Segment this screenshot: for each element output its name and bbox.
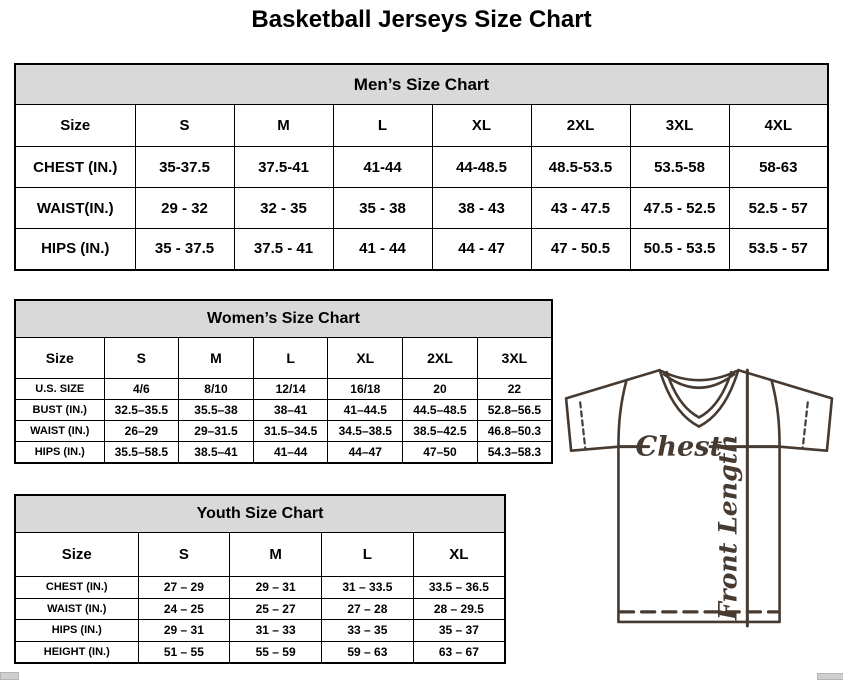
- mens-cell: 47.5 - 52.5: [630, 188, 729, 229]
- table-row: [15, 379, 552, 400]
- youth-cell: 29 – 31: [138, 620, 230, 642]
- table-row: [15, 620, 505, 642]
- jersey-right-sleeve-dash: [803, 402, 808, 447]
- page-title: Basketball Jerseys Size Chart: [251, 6, 592, 33]
- youth-cell: 25 – 27: [230, 598, 322, 620]
- mens-cell: 47 - 50.5: [531, 229, 630, 270]
- youth-column-header: Size: [15, 533, 138, 577]
- mens-cell: 52.5 - 57: [729, 188, 828, 229]
- womens-cell: 34.5–38.5: [328, 421, 403, 442]
- youth-table-title: Youth Size Chart: [15, 495, 505, 533]
- mens-column-header: S: [135, 105, 234, 147]
- mens-cell: 41 - 44: [333, 229, 432, 270]
- youth-cell: 28 – 29.5: [413, 598, 505, 620]
- womens-cell: 44.5–48.5: [403, 400, 478, 421]
- womens-cell: 4/6: [104, 379, 179, 400]
- womens-cell: 38.5–42.5: [403, 421, 478, 442]
- mens-cell: 35 - 38: [333, 188, 432, 229]
- mens-cell: 50.5 - 53.5: [630, 229, 729, 270]
- table-row: [15, 229, 828, 270]
- mens-cell: 37.5-41: [234, 147, 333, 188]
- womens-cell: 38.5–41: [179, 442, 254, 463]
- womens-cell: 44–47: [328, 442, 403, 463]
- youth-cell: 27 – 28: [322, 598, 414, 620]
- mens-column-header: Size: [15, 105, 135, 147]
- womens-row-label: WAIST (IN.): [15, 421, 104, 442]
- mens-cell: 41-44: [333, 147, 432, 188]
- mens-cell: 53.5 - 57: [729, 229, 828, 270]
- mens-cell: 44 - 47: [432, 229, 531, 270]
- mens-cell: 37.5 - 41: [234, 229, 333, 270]
- youth-cell: 29 – 31: [230, 577, 322, 599]
- youth-column-header: L: [322, 533, 414, 577]
- mens-cell: 38 - 43: [432, 188, 531, 229]
- mens-cell: 32 - 35: [234, 188, 333, 229]
- table-row: [15, 577, 505, 599]
- mens-column-header: 3XL: [630, 105, 729, 147]
- mens-cell: 35-37.5: [135, 147, 234, 188]
- womens-cell: 32.5–35.5: [104, 400, 179, 421]
- youth-cell: 51 – 55: [138, 641, 230, 663]
- womens-row-label: U.S. SIZE: [15, 379, 104, 400]
- mens-table-title: Men’s Size Chart: [15, 64, 828, 105]
- womens-cell: 26–29: [104, 421, 179, 442]
- table-row: [15, 188, 828, 229]
- youth-cell: 35 – 37: [413, 620, 505, 642]
- youth-cell: 33 – 35: [322, 620, 414, 642]
- youth-cell: 63 – 67: [413, 641, 505, 663]
- womens-column-header: M: [179, 338, 254, 379]
- womens-cell: 31.5–34.5: [253, 421, 328, 442]
- youth-size-chart-table: [14, 494, 506, 664]
- mens-cell: 29 - 32: [135, 188, 234, 229]
- mens-row-label: WAIST(IN.): [15, 188, 135, 229]
- table-row: [15, 421, 552, 442]
- womens-size-chart-table: [14, 299, 553, 464]
- womens-cell: 41–44.5: [328, 400, 403, 421]
- youth-column-header: S: [138, 533, 230, 577]
- youth-cell: 59 – 63: [322, 641, 414, 663]
- table-row: [15, 400, 552, 421]
- womens-cell: 54.3–58.3: [477, 442, 552, 463]
- womens-column-header: S: [104, 338, 179, 379]
- youth-cell: 27 – 29: [138, 577, 230, 599]
- table-row: [15, 641, 505, 663]
- table-row: [15, 442, 552, 463]
- youth-column-header: XL: [413, 533, 505, 577]
- womens-column-header: XL: [328, 338, 403, 379]
- youth-row-label: HIPS (IN.): [15, 620, 138, 642]
- womens-cell: 47–50: [403, 442, 478, 463]
- mens-size-chart-table: [14, 63, 829, 271]
- jersey-right-seam: [772, 380, 780, 446]
- youth-column-header: M: [230, 533, 322, 577]
- youth-cell: 55 – 59: [230, 641, 322, 663]
- womens-cell: 8/10: [179, 379, 254, 400]
- youth-row-label: CHEST (IN.): [15, 577, 138, 599]
- youth-cell: 31 – 33.5: [322, 577, 414, 599]
- mens-column-header: M: [234, 105, 333, 147]
- mens-cell: 48.5-53.5: [531, 147, 630, 188]
- womens-column-header: L: [253, 338, 328, 379]
- womens-cell: 46.8–50.3: [477, 421, 552, 442]
- jersey-left-sleeve-dash: [580, 402, 585, 447]
- mens-row-label: HIPS (IN.): [15, 229, 135, 270]
- womens-cell: 20: [403, 379, 478, 400]
- jersey-outline-icon: [556, 358, 838, 630]
- womens-row-label: BUST (IN.): [15, 400, 104, 421]
- youth-cell: 31 – 33: [230, 620, 322, 642]
- table-row: [15, 598, 505, 620]
- front-length-label: Front Length: [712, 434, 743, 621]
- mens-cell: 44-48.5: [432, 147, 531, 188]
- mens-cell: 58-63: [729, 147, 828, 188]
- mens-cell: 35 - 37.5: [135, 229, 234, 270]
- mens-column-header: 2XL: [531, 105, 630, 147]
- womens-cell: 22: [477, 379, 552, 400]
- youth-row-label: HEIGHT (IN.): [15, 641, 138, 663]
- mens-cell: 43 - 47.5: [531, 188, 630, 229]
- table-row: [15, 147, 828, 188]
- mens-column-header: L: [333, 105, 432, 147]
- youth-cell: 33.5 – 36.5: [413, 577, 505, 599]
- womens-cell: 35.5–58.5: [104, 442, 179, 463]
- mens-column-header: 4XL: [729, 105, 828, 147]
- mens-column-header: XL: [432, 105, 531, 147]
- youth-cell: 24 – 25: [138, 598, 230, 620]
- mens-row-label: CHEST (IN.): [15, 147, 135, 188]
- womens-cell: 16/18: [328, 379, 403, 400]
- womens-column-header: Size: [15, 338, 104, 379]
- jersey-left-seam: [618, 380, 626, 446]
- youth-row-label: WAIST (IN.): [15, 598, 138, 620]
- womens-cell: 35.5–38: [179, 400, 254, 421]
- jersey-measurement-diagram: [556, 358, 838, 630]
- womens-cell: 12/14: [253, 379, 328, 400]
- womens-cell: 52.8–56.5: [477, 400, 552, 421]
- womens-cell: 29–31.5: [179, 421, 254, 442]
- mens-cell: 53.5-58: [630, 147, 729, 188]
- womens-cell: 41–44: [253, 442, 328, 463]
- womens-column-header: 3XL: [477, 338, 552, 379]
- chest-label: Chest: [635, 430, 723, 463]
- womens-column-header: 2XL: [403, 338, 478, 379]
- womens-table-title: Women’s Size Chart: [15, 300, 552, 338]
- jersey-body-outline: [566, 370, 832, 622]
- womens-row-label: HIPS (IN.): [15, 442, 104, 463]
- womens-cell: 38–41: [253, 400, 328, 421]
